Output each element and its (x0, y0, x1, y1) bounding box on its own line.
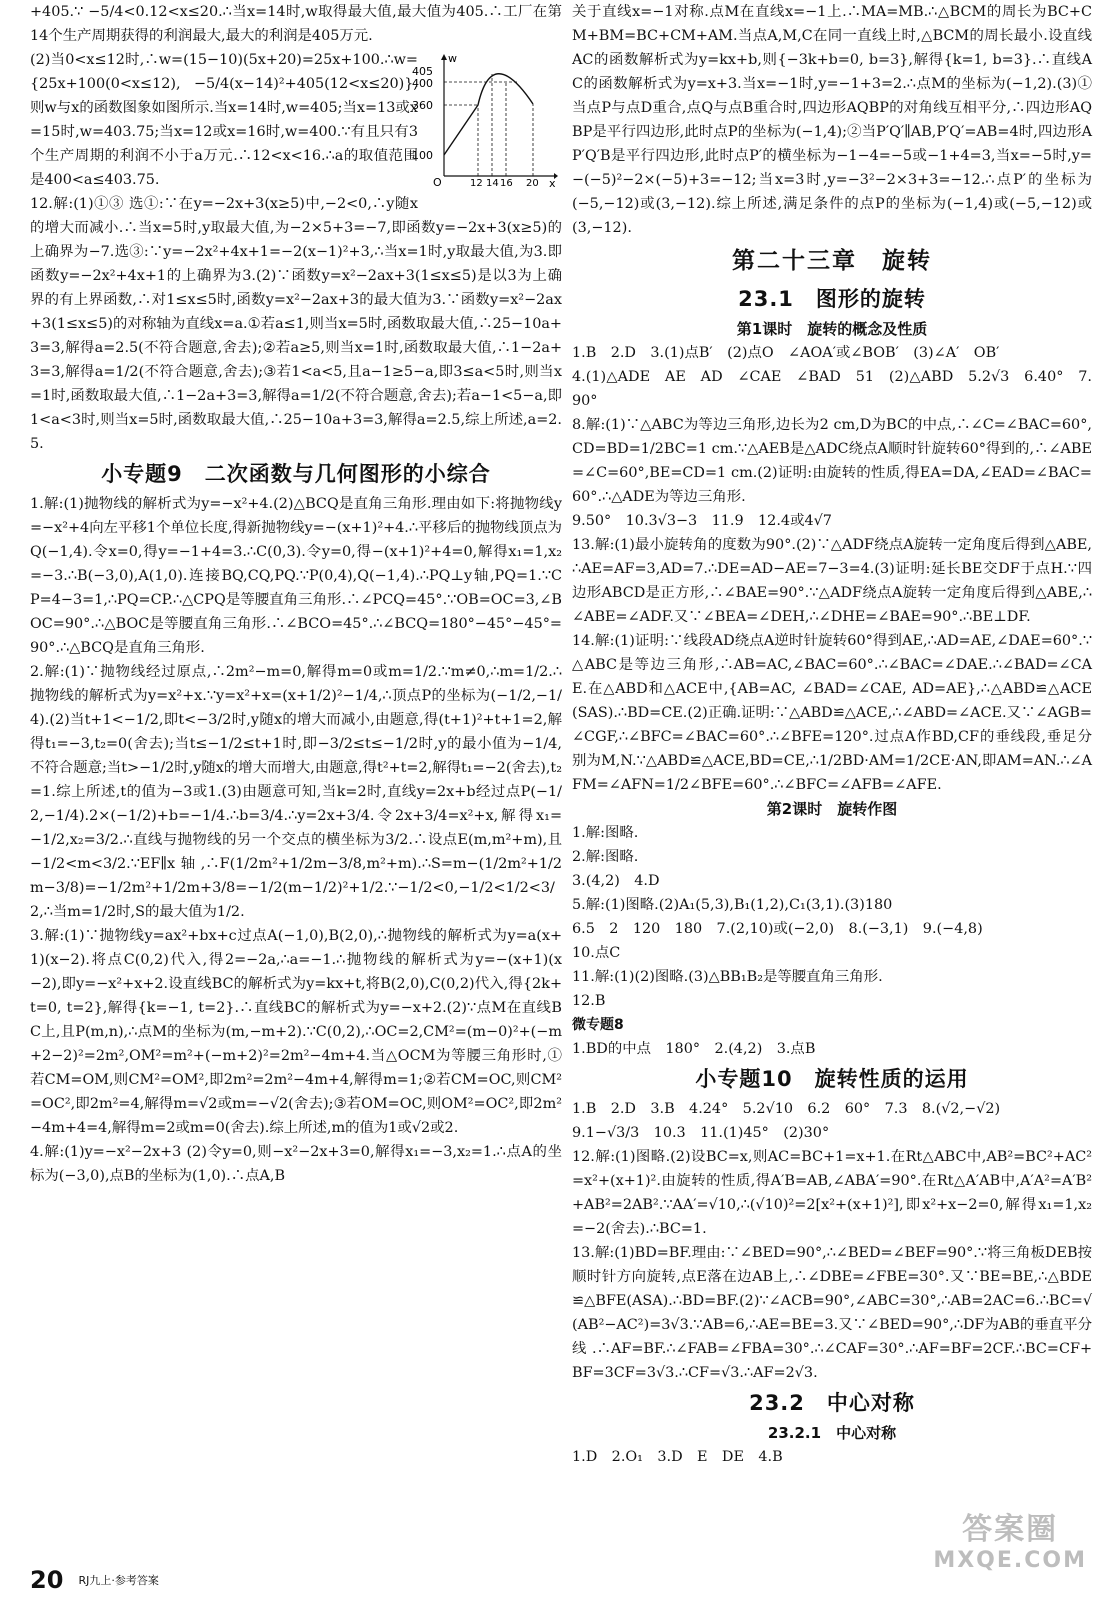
answer-line: 6.5 2 120 180 7.(2,10)或(−2,0) 8.(−3,1) 9.(−4,8) (572, 921, 983, 937)
answer-line: 1.B 2.D 3.(1)点B′ (2)点O ∠AOA′或∠BOB′ (3)∠A′ OB′ (572, 345, 1000, 361)
answer-paragraph: 8.解:(1)∵△ABC为等边三角形,边长为2 cm,D为BC的中点,∴∠C=∠BAC=60°,CD=BD=1/2BC=1 cm.∵△AEB是△ADC绕点A顺时针旋转60°得到的,∴∠ABE=∠C=60°,BE=CD=1 cm.(2)证明:由旋转的性质,得EA=DA,∠EAD=∠BAC=60°.∴△ADE为等边三角形. (572, 417, 1092, 505)
answer-line: 1.解:图略. (572, 825, 639, 841)
answer-line: 11.解:(1)(2)图略.(3)△BB₁B₂是等腰直角三角形. (572, 969, 883, 985)
answer-paragraph: (2)当0<x≤12时,∴w=(15−10)(5x+20)=25x+100.∴w={25x+100(0<x≤12), −5/4(x−14)²+405(12<x≤20)},则w与x的函数图象如图所示.当x=14时,w=405;当x=13或x=15时,w=403.75;当x=12或x=16时,w=400.∵有且只有3个生产周期的利润不小于a万元.∴12<x<16.∴a的取值范围是400<a≤403.75. (30, 52, 418, 188)
watermark-url: MXQE.COM (933, 1548, 1087, 1573)
x-tick-label: 20 (526, 178, 539, 189)
footer-label: RJ九上·参考答案 (78, 1574, 159, 1587)
y-tick-label: 360 (412, 99, 433, 112)
answer-line: 1.D 2.O₁ 3.D E DE 4.B (572, 1449, 783, 1465)
y-axis-label: w (448, 52, 457, 65)
y-tick-label: 405 (412, 65, 433, 78)
answer-line: 1.B 2.D 3.B 4.24° 5.2√10 6.2 60° 7.3 8.(√2,−√2) (572, 1101, 1001, 1117)
answer-line: 2.解:图略. (572, 849, 639, 865)
micro-topic-title: 微专题8 (572, 1017, 624, 1033)
answer-paragraph: 12.解:(1)①③ 选①:∵在y=−2x+3(x≥5)中,−2<0,∴y随x的增大而减小.∴当x=5时,y取最大值,为−2×5+3=−7,即函数y=−2x+3(x≥5)的上确界为−7.选③:∵y=−2x²+4x+1=−2(x−1)²+3,∴当x=1时,y取最大值,为3.即函数y=−2x²+4x+1的上确界为3.(2)∵函数y=x²−2ax+3(1≤x≤5)是以3为上确界的有上界函数,∴对1≤x≤5时,函数y=x²−2ax+3的最大值为3.∵函数y=x²−2ax+3(1≤x≤5)的对称轴为直线x=a.①若a≤1,则当x=5时,函数取最大值,∴25−10a+3=3,解得a=2.5(不符合题意,舍去);②若a≥5,则当x=1时,函数取最大值,∴1−2a+3=3,解得a=1/2(不符合题意,舍去);③若1<a<5,且a−1≥5−a,即3≤a<5时,则当x=1时,函数取最大值,∴1−2a+3=3,解得a=1/2(不符合题意,舍去);若a−1<5−a,即1<a<3时,则当x=5时,函数取最大值,∴25−10a+3=3,解得a=2.5,综上所述,a=2.5. (30, 196, 562, 452)
y-tick-label: 100 (412, 149, 433, 162)
x-tick-label: 12 (470, 178, 483, 189)
answer-paragraph: 13.解:(1)BD=BF.理由:∵∠BED=90°,∴∠BED=∠BEF=90°.∵将三角板DEB按顺时针方向旋转,点E落在边AB上,∴∠DBE=∠FBE=30°.又∵BE=BE,∴△BDE≌△BFE(ASA).∴BD=BF.(2)∵∠ACB=90°,∠ABC=30°,∴AB=2AC=6.∴BC=√(AB²−AC²)=3√3.∵AB=6,∴AE=BE=3.又∵∠BED=90°,∴DF为AB的垂直平分线.∴AF=BF.∴∠FAB=∠FBA=30°.∴∠CAF=30°.∴AF=BF=2CF.∴BC=CF+BF=3CF=3√3.∴CF=√3.∴AF=2√3. (572, 1245, 1092, 1381)
answer-line: 9.50° 10.3√3−3 11.9 12.4或4√7 (572, 513, 832, 529)
watermark-text: 答案圈 (962, 1512, 1059, 1547)
section-title: 23.1 图形的旋转 (738, 287, 926, 311)
answer-paragraph: +405.∵ −5/4<0.12<x≤20.∴当x=14时,w取得最大值,最大值为405.∴工厂在第14个生产周期获得的利润最大,最大的利润是405万元. (30, 4, 562, 44)
answer-paragraph: 13.解:(1)最小旋转角的度数为90°.(2)∵△ADF绕点A旋转一定角度后得到△ABE,∴AE=AF=3,AD=7.∴DE=AD−AE=7−3=4.(3)证明:延长BE交DF于点H.∵四边形ABCD是正方形,∴∠BAE=90°.∵△ADF绕点A旋转一定角度后得到△ABE,∴∠ABE=∠ADF.又∵∠BEA=∠DEH,∴∠DHE=∠BAE=90°.∴BE⊥DF. (572, 537, 1092, 625)
watermark-logo (933, 1512, 1087, 1574)
answer-paragraph: 2.解:(1)∵抛物线经过原点,∴2m²−m=0,解得m=0或m=1/2.∵m≠0,∴m=1/2.∴抛物线的解析式为y=x²+x.∵y=x²+x=(x+1/2)²−1/4,∴顶点P的坐标为(−1/2,−1/4).(2)当t+1<−1/2,即t<−3/2时,y随x的增大而减小,由题意,得(t+1)²+t+1=2,解得t₁=−3,t₂=0(舍去);当t≤−1/2≤t+1时,即−3/2≤t≤−1/2时,y的最小值为−1/4,不符合题意;当t>−1/2时,y随x的增大而增大,由题意,得t²+t=2,解得t₁=−2(舍去),t₂=1.综上所述,t的值为−3或1.(3)由题意可知,当k=2时,直线y=2x+b经过点P(−1/2,−1/4).2×(−1/2)+b=−1/4.∴b=3/4.∴y=2x+3/4.令2x+3/4=x²+x,解得x₁=−1/2,x₂=3/2.∴直线与抛物线的另一个交点的横坐标为3/2.∴设点E(m,m²+m),且−1/2<m<3/2.∵EF∥x轴,∴F(1/2m²+1/2m−3/8,m²+m).∴S=m−(1/2m²+1/2m−3/8)=−1/2m²+1/2m+3/8=−1/2(m−1/2)²+1/2.∵−1/2<0,−1/2<1/2<3/2,∴当m=1/2时,S的最大值为1/2. (30, 664, 562, 920)
answer-line: 10.点C (572, 945, 621, 961)
answer-line: 1.BD的中点 180° 2.(4,2) 3.点B (572, 1041, 816, 1057)
answer-paragraph: 12.解:(1)图略.(2)设BC=x,则AC=BC+1=x+1.在Rt△ABC中,AB²=BC²+AC²=x²+(x+1)².由旋转的性质,得A′B=AB,∠ABA′=90°.在Rt△A′AB中,A′A²=A′B²+AB²=2AB².∵AA′=√10,∴(√10)²=2[x²+(x+1)²],即x²+x−2=0,解得x₁=1,x₂=−2(舍去).∴BC=1. (572, 1149, 1092, 1237)
lesson-title: 第2课时 旋转作图 (766, 800, 898, 818)
x-tick-label: 14 (486, 178, 499, 189)
linear-segment (444, 105, 478, 155)
answer-line: 5.解:(1)图略.(2)A₁(5,3),B₁(1,2),C₁(3,1).(3)180 (572, 897, 893, 913)
chapter-title: 第二十三章 旋转 (732, 248, 932, 274)
answer-paragraph: 4.解:(1)y=−x²−2x+3 (2)令y=0,则−x²−2x+3=0,解得x₁=−3,x₂=1.∴点A的坐标为(−3,0),点B的坐标为(1,0).∴点A,B (30, 1144, 562, 1184)
answer-line: 9.1−√3/3 10.3 11.(1)45° (2)30° (572, 1125, 830, 1141)
answer-paragraph: 关于直线x=−1对称.点M在直线x=−1上.∴MA=MB.∴△BCM的周长为BC+CM+BM=BC+CM+AM.当点A,M,C在同一直线上时,△BCM的周长最小.设直线AC的函数解析式为y=kx+b,则{−3k+b=0, b=3},解得{k=1, b=3}.∴直线AC的函数解析式为y=x+3.当x=−1时,y=−1+3=2.∴点M的坐标为(−1,2).(3)①当点P与点D重合,点Q与点B重合时,四边形AQBP的对角线互相平分,∴四边形AQBP是平行四边形,此时点P的坐标为(−1,4);②当P′Q′∥AB,P′Q′=AB=4时,四边形AP′Q′B是平行四边形,此时点P′的横坐标为−1−4=−5或−1+4=3,当x=−5时,y=−(−5)²−2×(−5)+3=−12;当x=3时,y=−3²−2×3+3=−12.∴点P′的坐标为(−5,−12)或(3,−12).综上所述,满足条件的点P的坐标为(−1,4)或(−5,−12)或(3,−12). (572, 4, 1092, 236)
right-column (572, 0, 1092, 1469)
function-graph (412, 52, 558, 195)
answer-paragraph: 14.解:(1)证明:∵线段AD绕点A逆时针旋转60°得到AE,∴AD=AE,∠DAE=60°.∵△ABC是等边三角形,∴AB=AC,∠BAC=60°.∴∠BAC=∠DAE.∴∠BAD=∠CAE.在△ABD和△ACE中,{AB=AC, ∠BAD=∠CAE, AD=AE},∴△ABD≌△ACE(SAS).∴BD=CE.(2)正确.证明:∵△ABD≌△ACE,∴∠ABD=∠ACE.又∵∠AGB=∠CGF,∴∠BFC=∠BAC=60°.∴∠BFE=120°.过点A作BD,CF的垂线段,垂足分别为M,N.∵△ABD≌△ACE,BD=CE,∴1/2BD·AM=1/2CE·AN,即AM=AN.∴∠AFM=∠AFN=1/2∠BFE=60°.∴∠BFC=∠AFB=∠AFE. (572, 633, 1092, 793)
x-tick-label: 16 (500, 178, 513, 189)
x-axis-label: x (549, 177, 556, 190)
left-column (30, 0, 562, 1188)
origin-label: O (433, 176, 442, 189)
page-footer (30, 1566, 159, 1594)
answer-line: 12.B (572, 993, 606, 1009)
parabola-segment (478, 74, 533, 105)
answer-paragraph: 1.解:(1)抛物线的解析式为y=−x²+4.(2)△BCQ是直角三角形.理由如下:将抛物线y=−x²+4向左平移1个单位长度,得新抛物线y=−(x+1)²+4.∴平移后的抛物线顶点为Q(−1,4).令x=0,得y=−1+4=3.∴C(0,3).令y=0,得−(x+1)²+4=0,解得x₁=1,x₂=−3.∴B(−3,0),A(1,0).连接BQ,CQ,PQ.∵P(0,4),Q(−1,4).∴PQ⊥y轴,PQ=1.∵CP=4−3=1,∴PQ=CP.∴△CPQ是等腰直角三角形.∴∠PCQ=45°.∵OB=OC=3,∠BOC=90°.∴△BOC是等腰直角三角形.∴∠BCO=45°.∴∠BCQ=180°−45°−45°=90°.∴△BCQ是直角三角形. (30, 496, 562, 656)
subsection-title: 23.2.1 中心对称 (767, 1424, 897, 1442)
lesson-title: 第1课时 旋转的概念及性质 (736, 320, 928, 338)
answer-line: 3.(4,2) 4.D (572, 873, 660, 889)
page-number: 20 (30, 1566, 64, 1594)
answer-paragraph: 3.解:(1)∵抛物线y=ax²+bx+c过点A(−1,0),B(2,0),∴抛物线的解析式为y=a(x+1)(x−2).将点C(0,2)代入,得2=−2a,∴a=−1.∴抛物线的解析式为y=−(x+1)(x−2),即y=−x²+x+2.设直线BC的解析式为y=kx+t,将B(2,0),C(0,2)代入,得{2k+t=0, t=2},解得{k=−1, t=2}.∴直线BC的解析式为y=−x+2.(2)∵点M在直线BC上,且P(m,n),∴点M的坐标为(m,−m+2).∵C(0,2),∴OC=2,CM²=(m−0)²+(−m+2−2)²=2m²,OM²=m²+(−m+2)²=2m²−4m+4.当△OCM为等腰三角形时,①若CM=OM,则CM²=OM²,即2m²=2m²−4m+4,解得m=1;②若CM=OC,则CM²=OC²,即2m²=4,解得m=√2或m=−√2(舍去);③若OM=OC,则OM²=OC²,即2m²−4m+4=4,解得m=2或m=0(舍去).综上所述,m的值为1或√2或2. (30, 928, 562, 1136)
section-title: 小专题10 旋转性质的运用 (695, 1067, 969, 1091)
y-axis-arrow (441, 54, 447, 60)
section-title: 23.2 中心对称 (749, 1391, 915, 1415)
answer-line: 4.(1)△ADE AE AD ∠CAE ∠BAD 51 (2)△ABD 5.2√3 6.40° 7.90° (572, 369, 1092, 409)
section-title: 小专题9 二次函数与几何图形的小综合 (101, 462, 491, 486)
y-tick-label: 400 (412, 77, 433, 90)
